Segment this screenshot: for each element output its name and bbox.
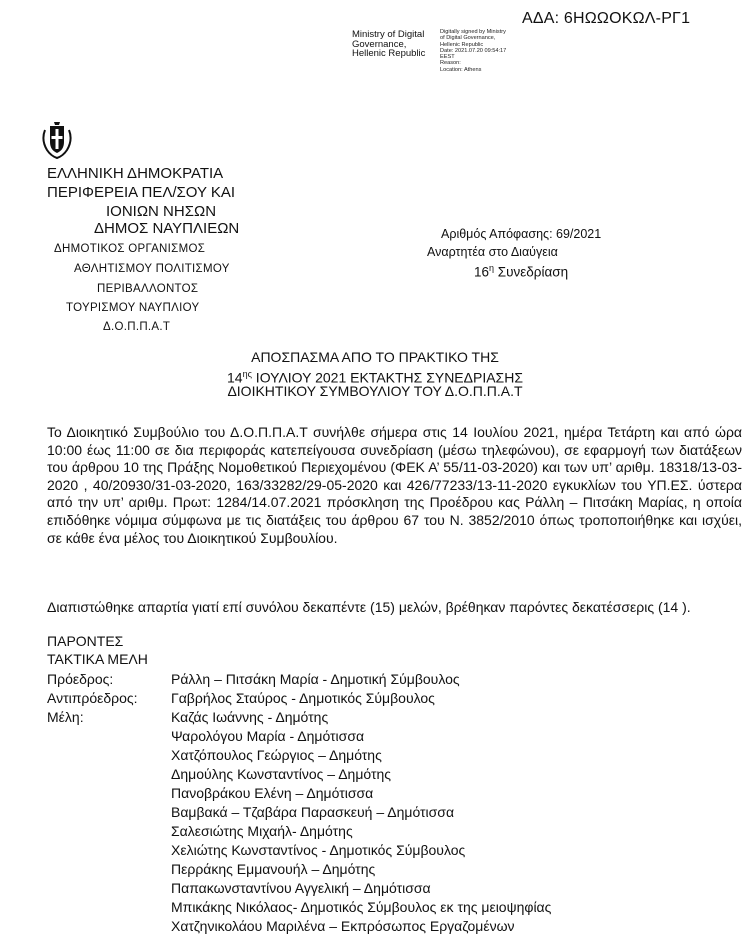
session-suffix: η — [489, 263, 495, 273]
session-label — [474, 263, 568, 280]
header-line-5: ΔΗΜΟΤΙΚΟΣ ΟΡΓΑΝΙΣΜΟΣ — [54, 243, 206, 255]
member-entry: Ψαρολόγου Μαρία - Δημότισσα — [171, 728, 365, 744]
meeting-paragraph: Το Διοικητικό Συμβούλιο του Δ.Ο.Π.Π.Α.Τ συνήλθε σήμερα στις 14 Ιουλίου 2021, ημέρα Τετάρτη και από ώρα 10:00 έως 11:00 σε δια περιφοράς κατεπείγουσα συνεδρίαση (μέσω τηλεφώνου), σε εφαρμογή των διατάξεων του άρθρου 10 της Πράξης Νομοθετικού Περιεχομένου (ΦΕΚ Α’ 55/11-03-2020) και των υπ’ αριθμ. 18318/13-03-2020 , 40/20930/31-03-2020, 163/33282/29-05-2020 και 426/77233/13-11-2020 εγκυκλίων του ΥΠ.ΕΣ. ύστερα από την υπ’ αριθμ. Πρωτ: 1284/14.07.2021 πρόσκληση της Προέδρου κας Ράλλη – Πιτσάκη Μαρίας, η οποία επιδόθηκε νόμιμα σύμφωνα με τις διατάξεις του άρθρου 67 του Ν. 3852/2010 όπως τροποποιήθηκε και ισχύει, σε κάθε ένα μέλος του Διοικητικού Συμβουλίου. — [47, 424, 742, 546]
signature-detail-line: Reason: — [440, 60, 461, 67]
header-line-1: ΕΛΛΗΝΙΚΗ ΔΗΜΟΚΡΑΤΙΑ — [47, 165, 224, 182]
header-line-7: ΠΕΡΙΒΑΛΛΟΝΤΟΣ — [97, 283, 199, 295]
header-line-3: ΙΟΝΙΩΝ ΝΗΣΩΝ — [106, 203, 217, 220]
member-entry: Παπακωνσταντίνου Αγγελική – Δημότισσα — [171, 880, 431, 896]
header-line-2: ΠΕΡΙΦΕΡΕΙΑ ΠΕΛ/ΣΟΥ ΚΑΙ — [47, 184, 236, 201]
member-entry: Δημούλης Κωνσταντίνος – Δημότης — [171, 766, 392, 782]
member-entry: Γαβρήλος Σταύρος - Δημοτικός Σύμβουλος — [171, 690, 435, 706]
member-entry: Μπικάκης Νικόλαος- Δημοτικός Σύμβουλος εκ της μειοψηφίας — [171, 899, 552, 915]
member-entry: Περράκης Εμμανουήλ – Δημότης — [171, 861, 376, 877]
member-entry: Πανοβράκου Ελένη – Δημότισσα — [171, 785, 374, 801]
header-line-8: ΤΟΥΡΙΣΜΟΥ ΝΑΥΠΛΙΟΥ — [66, 302, 200, 314]
excerpt-title-line-1: ΑΠΟΣΠΑΣΜΑ ΑΠΟ ΤΟ ΠΡΑΚΤΙΚΟ ΤΗΣ — [251, 349, 499, 365]
regular-members-heading: ΤΑΚΤΙΚΑ ΜΕΛΗ — [47, 651, 148, 667]
decision-number: Αριθμός Απόφασης: 69/2021 — [441, 227, 602, 241]
signature-signer — [352, 30, 425, 59]
member-entry: Χατζηνικολάου Μαριλένα – Εκπρόσωπος Εργαζομένων — [171, 918, 515, 934]
signer-line: Governance, — [352, 38, 407, 50]
member-entry: Ράλλη – Πιτσάκη Μαρία - Δημοτική Σύμβουλος — [171, 671, 460, 687]
diavgeia-posting: Αναρτητέα στο Διαύγεια — [427, 245, 558, 259]
signature-details — [440, 29, 506, 73]
present-heading: ΠΑΡΟΝΤΕΣ — [47, 633, 124, 649]
signature-detail-line: of Digital Governance, — [440, 35, 496, 42]
role-vice-president: Αντιπρόεδρος: — [47, 690, 138, 706]
title-day: 14 — [227, 369, 243, 386]
signature-detail-line: Digitally signed by Ministry — [440, 29, 506, 35]
member-entry: Χελιώτης Κωνσταντίνος - Δημοτικός Σύμβουλος — [171, 842, 466, 858]
signature-detail-line: EEST — [440, 54, 455, 61]
signer-line: Ministry of Digital — [352, 29, 425, 40]
signature-detail-line: Date: 2021.07.20 09:54:17 — [440, 47, 507, 54]
header-line-4: ΔΗΜΟΣ ΝΑΥΠΛΙΕΩΝ — [94, 220, 240, 237]
member-entry: Βαμβακά – Τζαβάρα Παρασκευή – Δημότισσα — [171, 804, 455, 820]
member-entry: Σαλεσιώτης Μιχαήλ- Δημότης — [171, 823, 353, 839]
session-number: 16 — [474, 264, 490, 280]
coat-of-arms-icon — [41, 120, 73, 160]
signer-line: Hellenic Republic — [352, 48, 426, 59]
title-date-rest: ΙΟΥΛΙΟΥ 2021 ΕΚΤΑΚΤΗΣ ΣΥΝΕΔΡΙΑΣΗΣ — [251, 369, 523, 386]
ada-code: ΑΔΑ: 6ΗΩΩΟΚΩΛ-ΡΓ1 — [522, 10, 691, 27]
header-line-6: ΑΘΛΗΤΙΣΜΟΥ ΠΟΛΙΤΙΣΜΟΥ — [74, 263, 230, 275]
excerpt-title-line-3: ΔΙΟΙΚΗΤΙΚΟΥ ΣΥΜΒΟΥΛΙΟΥ ΤΟΥ Δ.Ο.Π.Π.Α.Τ — [227, 383, 523, 399]
role-members: Μέλη: — [47, 709, 84, 725]
session-word: Συνεδρίαση — [494, 264, 569, 280]
header-line-9: Δ.Ο.Π.Π.Α.Τ — [103, 321, 171, 333]
signature-detail-line: Location: Athens — [440, 66, 482, 73]
member-entry: Χατζόπουλος Γεώργιος – Δημότης — [171, 747, 382, 763]
signature-detail-line: Hellenic Republic — [440, 41, 484, 48]
role-president: Πρόεδρος: — [47, 671, 114, 687]
member-entry: Καζάς Ιωάννης - Δημότης — [171, 709, 329, 725]
title-day-suffix: ης — [242, 369, 252, 379]
quorum-paragraph: Διαπιστώθηκε απαρτία γιατί επί συνόλου δεκαπέντε (15) μελών, βρέθηκαν παρόντες δεκατέσσερις (14 ). — [47, 599, 691, 615]
